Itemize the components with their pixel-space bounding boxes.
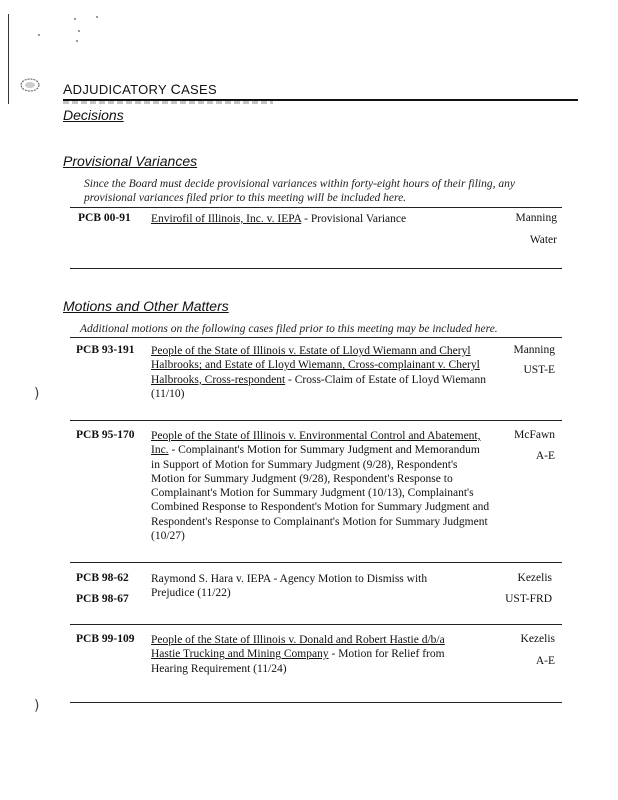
case-parties: People of the State of Illinois v. Donald and Robert Hastie d/b/a Hastie Trucking and Mining Company — [151, 634, 445, 661]
scan-speck — [78, 30, 80, 32]
case-action: - Cross-Claim of Estate of Lloyd Wiemann (11/10) — [151, 373, 487, 400]
case-parties: Envirofil of Illinois, Inc. v. IEPA — [151, 213, 302, 225]
case-description — [151, 212, 491, 226]
board-member: Manning — [513, 344, 555, 356]
case-parties: People of the State of Illinois v. Environmental Control and Abatement, Inc. — [151, 430, 481, 457]
scan-speck — [96, 16, 98, 18]
case-type: UST-FRD — [505, 593, 552, 605]
case-number: PCB 93-191 — [76, 344, 135, 356]
case-description — [151, 429, 491, 543]
section-rule — [70, 337, 562, 338]
motions-title: Motions and Other Matters — [63, 298, 229, 314]
case-action: - Provisional Variance — [301, 213, 407, 225]
scan-speck — [76, 40, 78, 42]
board-member: Manning — [515, 212, 557, 224]
scan-speck — [38, 34, 40, 36]
case-number: PCB 98-62 — [76, 572, 129, 584]
board-member: Kezelis — [517, 572, 552, 584]
provisional-variances-title: Provisional Variances — [63, 153, 198, 169]
case-action: - Complainant's Motion for Summary Judgment and Memorandum in Support of Motion for Summary Judgment (9/28), Respondent's Motion for Summary Judgment (9/28), Respondent's Response to Complainant's Motion for Summary Judgment (10/13), Complainant's Combined Response to Respondent's Motion for Summary Judgment and Respondent's Response to Complainant's Motion for Summary Judgment (10/27) — [151, 444, 490, 543]
board-member: Kezelis — [520, 633, 555, 645]
scan-edge-line — [8, 14, 9, 104]
section-rule — [70, 207, 562, 208]
motions-note: Additional motions on the following cases filed prior to this meeting may be included here. — [80, 323, 498, 335]
case-parties: People of the State of Illinois v. Estate of Lloyd Wiemann and Cheryl Halbrooks; and Estate of Lloyd Wiemann, Cross-complainant v. Cheryl Halbrooks, Cross-respondent — [151, 345, 480, 386]
row-rule — [70, 702, 562, 703]
case-description — [151, 344, 491, 401]
binder-hole-mark: ) — [34, 386, 40, 402]
section-rule — [70, 268, 562, 269]
case-description: Raymond S. Hara v. IEPA - Agency Motion to Dismiss with Prejudice (11/22) — [151, 573, 428, 600]
page-heading: ADJUDICATORY CASES — [63, 81, 217, 97]
case-action: - Motion for Relief from Hearing Requirement (11/24) — [151, 648, 445, 675]
row-rule — [70, 562, 562, 563]
decisions-title: Decisions — [63, 107, 124, 123]
case-number: PCB 98-67 — [76, 593, 129, 605]
binder-hole-mark: ) — [34, 698, 40, 714]
case-type: UST-E — [523, 364, 555, 376]
board-seal-icon — [20, 78, 40, 92]
case-type: A-E — [535, 655, 555, 667]
case-number: PCB 95-170 — [76, 429, 135, 441]
case-type: A-E — [535, 450, 555, 462]
row-rule — [70, 624, 562, 625]
case-number: PCB 99-109 — [76, 633, 135, 645]
case-type: Water — [529, 234, 557, 246]
scan-speck — [74, 18, 76, 20]
case-number: PCB 00-91 — [78, 212, 131, 224]
board-member: McFawn — [514, 429, 555, 441]
provisional-note: Since the Board must decide provisional variances within forty-eight hours of their filing, any provisional variances filed prior to this meeting will be included here. — [84, 178, 515, 204]
row-rule — [70, 420, 562, 421]
case-description — [151, 633, 471, 676]
faint-subtitle-artifact — [63, 101, 273, 104]
